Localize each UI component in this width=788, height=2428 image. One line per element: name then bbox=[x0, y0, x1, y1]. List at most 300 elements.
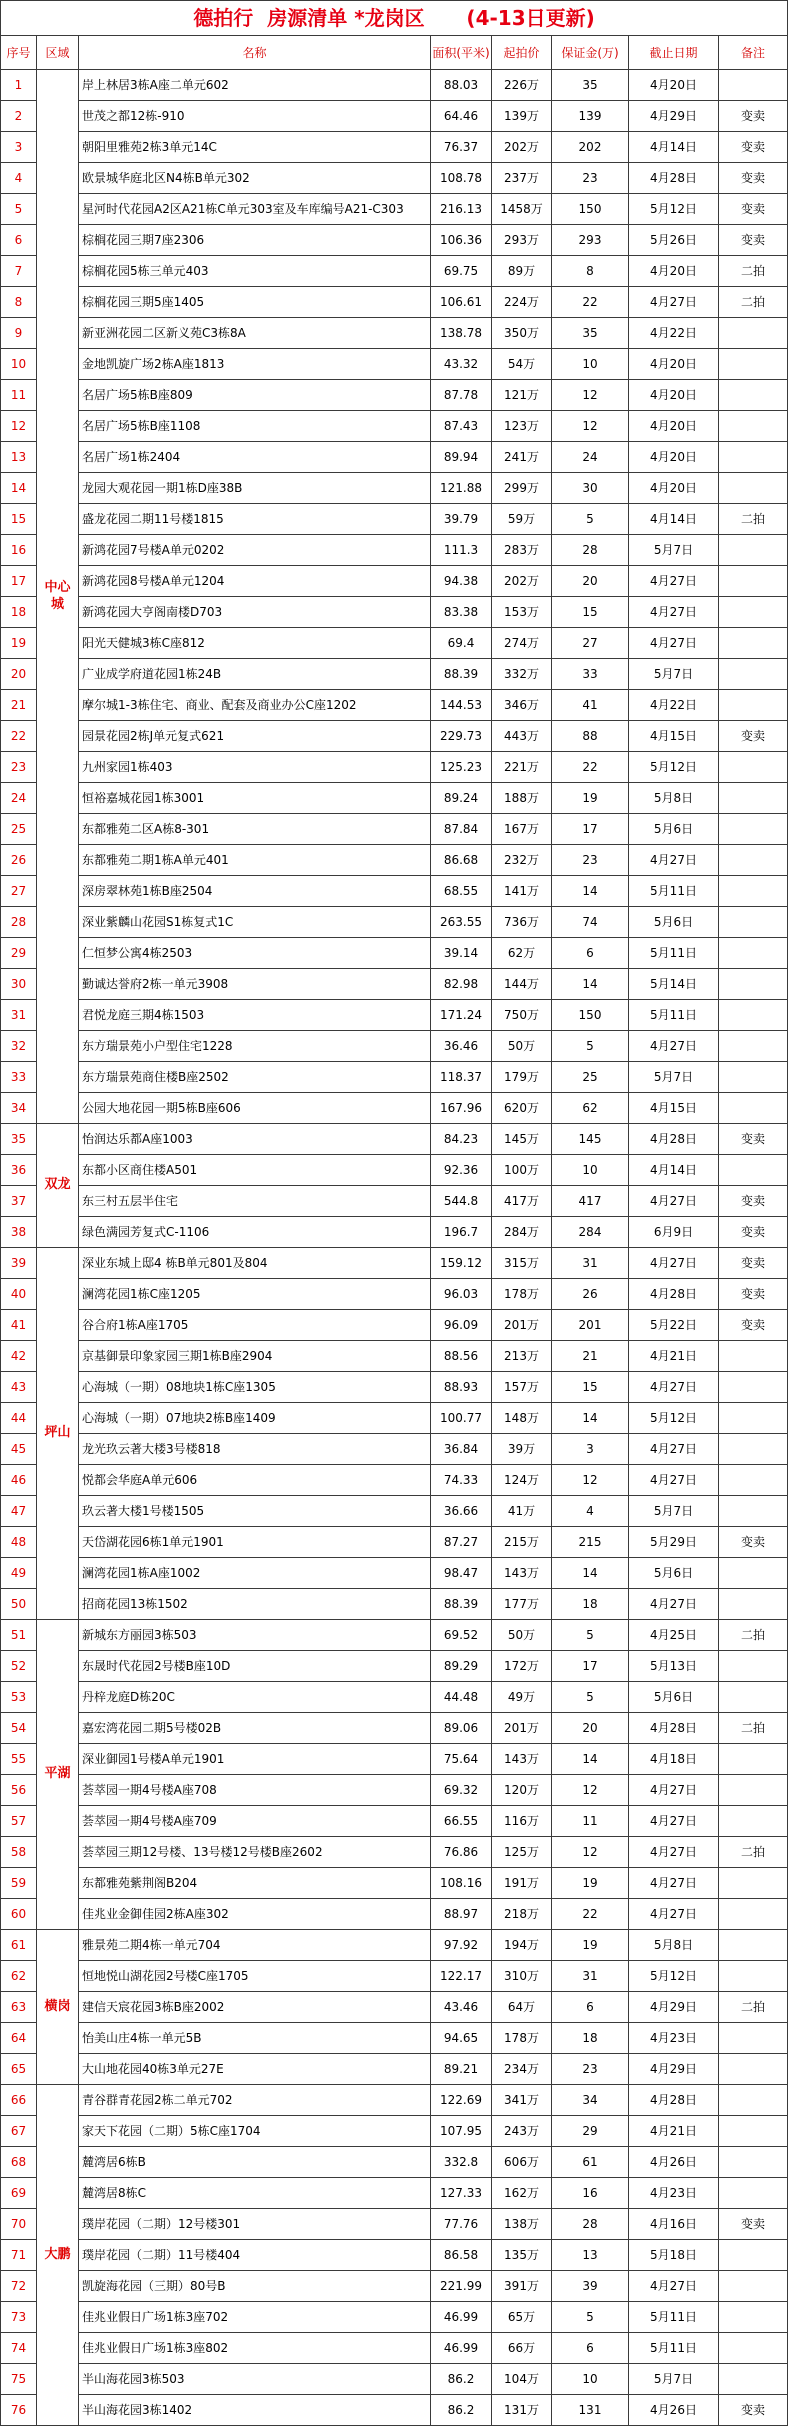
deadline-date: 5月6日 bbox=[629, 814, 719, 845]
remark: 变卖 bbox=[719, 1217, 788, 1248]
remark: 变卖 bbox=[719, 2395, 788, 2426]
starting-price: 49万 bbox=[492, 1682, 552, 1713]
area-value: 89.24 bbox=[431, 783, 492, 814]
table-row bbox=[1, 2240, 788, 2271]
row-number: 55 bbox=[1, 1744, 37, 1775]
starting-price: 232万 bbox=[492, 845, 552, 876]
property-name: 棕榈花园三期5座1405 bbox=[79, 287, 431, 318]
table-row bbox=[1, 1496, 788, 1527]
starting-price: 237万 bbox=[492, 163, 552, 194]
region-label: 双龙 bbox=[37, 1124, 79, 1248]
row-number: 24 bbox=[1, 783, 37, 814]
deposit-value: 5 bbox=[552, 504, 629, 535]
deadline-date: 5月11日 bbox=[629, 2302, 719, 2333]
property-name: 凯旋海花园（三期）80号B bbox=[79, 2271, 431, 2302]
property-name: 大山地花园40栋3单元27E bbox=[79, 2054, 431, 2085]
table-row bbox=[1, 1465, 788, 1496]
starting-price: 202万 bbox=[492, 566, 552, 597]
remark: 变卖 bbox=[719, 163, 788, 194]
remark bbox=[719, 2240, 788, 2271]
area-value: 69.75 bbox=[431, 256, 492, 287]
row-number: 62 bbox=[1, 1961, 37, 1992]
starting-price: 41万 bbox=[492, 1496, 552, 1527]
starting-price: 191万 bbox=[492, 1868, 552, 1899]
table-row bbox=[1, 1620, 788, 1651]
area-value: 171.24 bbox=[431, 1000, 492, 1031]
remark bbox=[719, 2178, 788, 2209]
table-row bbox=[1, 380, 788, 411]
starting-price: 1458万 bbox=[492, 194, 552, 225]
row-number: 23 bbox=[1, 752, 37, 783]
row-number: 35 bbox=[1, 1124, 37, 1155]
property-name: 青谷群青花园2栋二单元702 bbox=[79, 2085, 431, 2116]
deadline-date: 4月20日 bbox=[629, 380, 719, 411]
deadline-date: 5月26日 bbox=[629, 225, 719, 256]
area-value: 98.47 bbox=[431, 1558, 492, 1589]
area-value: 97.92 bbox=[431, 1930, 492, 1961]
deposit-value: 6 bbox=[552, 1992, 629, 2023]
table-row bbox=[1, 1124, 788, 1155]
table-row bbox=[1, 628, 788, 659]
table-row bbox=[1, 1248, 788, 1279]
table-row bbox=[1, 1558, 788, 1589]
row-number: 47 bbox=[1, 1496, 37, 1527]
property-name: 建信天宸花园3栋B座2002 bbox=[79, 1992, 431, 2023]
property-name: 勤诚达誉府2栋一单元3908 bbox=[79, 969, 431, 1000]
deposit-value: 12 bbox=[552, 411, 629, 442]
area-value: 94.65 bbox=[431, 2023, 492, 2054]
deposit-value: 6 bbox=[552, 938, 629, 969]
deadline-date: 4月27日 bbox=[629, 1899, 719, 1930]
remark: 变卖 bbox=[719, 2209, 788, 2240]
deposit-value: 10 bbox=[552, 1155, 629, 1186]
deposit-value: 15 bbox=[552, 597, 629, 628]
property-name: 新鸿花园大亨阁南楼D703 bbox=[79, 597, 431, 628]
area-value: 196.7 bbox=[431, 1217, 492, 1248]
row-number: 21 bbox=[1, 690, 37, 721]
deposit-value: 13 bbox=[552, 2240, 629, 2271]
deposit-value: 6 bbox=[552, 2333, 629, 2364]
deadline-date: 5月14日 bbox=[629, 969, 719, 1000]
table-row bbox=[1, 1651, 788, 1682]
property-name: 盛龙花园二期11号楼1815 bbox=[79, 504, 431, 535]
row-number: 42 bbox=[1, 1341, 37, 1372]
table-row bbox=[1, 814, 788, 845]
table-row bbox=[1, 2178, 788, 2209]
deposit-value: 26 bbox=[552, 1279, 629, 1310]
remark bbox=[719, 1403, 788, 1434]
deadline-date: 4月20日 bbox=[629, 473, 719, 504]
deadline-date: 4月27日 bbox=[629, 1372, 719, 1403]
property-name: 心海城（一期）07地块2栋B座1409 bbox=[79, 1403, 431, 1434]
area-value: 167.96 bbox=[431, 1093, 492, 1124]
remark: 二拍 bbox=[719, 504, 788, 535]
area-value: 69.52 bbox=[431, 1620, 492, 1651]
property-name: 九州家园1栋403 bbox=[79, 752, 431, 783]
property-name: 恒地悦山湖花园2号楼C座1705 bbox=[79, 1961, 431, 1992]
starting-price: 138万 bbox=[492, 2209, 552, 2240]
deposit-value: 5 bbox=[552, 1682, 629, 1713]
deposit-value: 21 bbox=[552, 1341, 629, 1372]
remark bbox=[719, 1558, 788, 1589]
remark: 变卖 bbox=[719, 194, 788, 225]
row-number: 41 bbox=[1, 1310, 37, 1341]
deadline-date: 4月25日 bbox=[629, 1620, 719, 1651]
area-value: 83.38 bbox=[431, 597, 492, 628]
property-name: 嘉宏湾花园二期5号楼02B bbox=[79, 1713, 431, 1744]
deadline-date: 5月29日 bbox=[629, 1527, 719, 1558]
starting-price: 310万 bbox=[492, 1961, 552, 1992]
area-value: 84.23 bbox=[431, 1124, 492, 1155]
deposit-value: 20 bbox=[552, 1713, 629, 1744]
header-price: 起拍价 bbox=[492, 36, 552, 70]
deposit-value: 17 bbox=[552, 1651, 629, 1682]
deadline-date: 4月27日 bbox=[629, 597, 719, 628]
area-value: 89.21 bbox=[431, 2054, 492, 2085]
row-number: 69 bbox=[1, 2178, 37, 2209]
remark bbox=[719, 876, 788, 907]
row-number: 50 bbox=[1, 1589, 37, 1620]
starting-price: 299万 bbox=[492, 473, 552, 504]
remark bbox=[719, 349, 788, 380]
deposit-value: 284 bbox=[552, 1217, 629, 1248]
property-name: 东方瑞景苑小户型住宅1228 bbox=[79, 1031, 431, 1062]
deposit-value: 201 bbox=[552, 1310, 629, 1341]
header-deadline: 截止日期 bbox=[629, 36, 719, 70]
property-name: 欧景城华庭北区N4栋B单元302 bbox=[79, 163, 431, 194]
table-row bbox=[1, 2116, 788, 2147]
property-name: 麓湾居8栋C bbox=[79, 2178, 431, 2209]
table-row bbox=[1, 1093, 788, 1124]
title-row bbox=[1, 1, 788, 36]
row-number: 38 bbox=[1, 1217, 37, 1248]
table-row bbox=[1, 1155, 788, 1186]
deadline-date: 4月29日 bbox=[629, 101, 719, 132]
remark bbox=[719, 2085, 788, 2116]
area-value: 86.2 bbox=[431, 2364, 492, 2395]
area-value: 89.29 bbox=[431, 1651, 492, 1682]
remark bbox=[719, 2302, 788, 2333]
property-name: 佳兆业金御佳园2栋A座302 bbox=[79, 1899, 431, 1930]
remark bbox=[719, 752, 788, 783]
deposit-value: 145 bbox=[552, 1124, 629, 1155]
remark bbox=[719, 535, 788, 566]
starting-price: 121万 bbox=[492, 380, 552, 411]
area-value: 125.23 bbox=[431, 752, 492, 783]
area-value: 216.13 bbox=[431, 194, 492, 225]
remark bbox=[719, 1899, 788, 1930]
area-value: 86.2 bbox=[431, 2395, 492, 2426]
remark bbox=[719, 380, 788, 411]
deposit-value: 23 bbox=[552, 2054, 629, 2085]
starting-price: 145万 bbox=[492, 1124, 552, 1155]
deposit-value: 150 bbox=[552, 1000, 629, 1031]
row-number: 14 bbox=[1, 473, 37, 504]
row-number: 17 bbox=[1, 566, 37, 597]
table-row bbox=[1, 1000, 788, 1031]
starting-price: 213万 bbox=[492, 1341, 552, 1372]
row-number: 16 bbox=[1, 535, 37, 566]
deadline-date: 4月27日 bbox=[629, 1031, 719, 1062]
row-number: 22 bbox=[1, 721, 37, 752]
area-value: 107.95 bbox=[431, 2116, 492, 2147]
remark bbox=[719, 845, 788, 876]
deposit-value: 12 bbox=[552, 1837, 629, 1868]
deadline-date: 5月11日 bbox=[629, 938, 719, 969]
row-number: 6 bbox=[1, 225, 37, 256]
area-value: 77.76 bbox=[431, 2209, 492, 2240]
remark bbox=[719, 1031, 788, 1062]
remark: 变卖 bbox=[719, 1186, 788, 1217]
property-name: 澜湾花园1栋C座1205 bbox=[79, 1279, 431, 1310]
area-value: 75.64 bbox=[431, 1744, 492, 1775]
deposit-value: 131 bbox=[552, 2395, 629, 2426]
deposit-value: 62 bbox=[552, 1093, 629, 1124]
deadline-date: 4月28日 bbox=[629, 1713, 719, 1744]
row-number: 4 bbox=[1, 163, 37, 194]
property-name: 新亚洲花园二区新义苑C3栋8A bbox=[79, 318, 431, 349]
deposit-value: 23 bbox=[552, 845, 629, 876]
starting-price: 153万 bbox=[492, 597, 552, 628]
row-number: 68 bbox=[1, 2147, 37, 2178]
area-value: 39.14 bbox=[431, 938, 492, 969]
table-row bbox=[1, 1899, 788, 1930]
row-number: 8 bbox=[1, 287, 37, 318]
deposit-value: 17 bbox=[552, 814, 629, 845]
starting-price: 125万 bbox=[492, 1837, 552, 1868]
table-row bbox=[1, 2209, 788, 2240]
remark bbox=[719, 1744, 788, 1775]
deposit-value: 20 bbox=[552, 566, 629, 597]
starting-price: 139万 bbox=[492, 101, 552, 132]
starting-price: 332万 bbox=[492, 659, 552, 690]
remark bbox=[719, 2023, 788, 2054]
starting-price: 350万 bbox=[492, 318, 552, 349]
starting-price: 62万 bbox=[492, 938, 552, 969]
starting-price: 620万 bbox=[492, 1093, 552, 1124]
remark bbox=[719, 1930, 788, 1961]
remark bbox=[719, 628, 788, 659]
remark bbox=[719, 566, 788, 597]
deposit-value: 8 bbox=[552, 256, 629, 287]
property-name: 澜湾花园1栋A座1002 bbox=[79, 1558, 431, 1589]
remark bbox=[719, 938, 788, 969]
area-value: 87.43 bbox=[431, 411, 492, 442]
row-number: 64 bbox=[1, 2023, 37, 2054]
remark: 二拍 bbox=[719, 1992, 788, 2023]
area-value: 74.33 bbox=[431, 1465, 492, 1496]
property-name: 恒裕嘉城花园1栋3001 bbox=[79, 783, 431, 814]
deadline-date: 4月27日 bbox=[629, 1806, 719, 1837]
starting-price: 243万 bbox=[492, 2116, 552, 2147]
table-row bbox=[1, 1868, 788, 1899]
area-value: 88.39 bbox=[431, 1589, 492, 1620]
table-row bbox=[1, 1372, 788, 1403]
starting-price: 194万 bbox=[492, 1930, 552, 1961]
property-name: 朝阳里雅苑2栋3单元14C bbox=[79, 132, 431, 163]
property-name: 新鸿花园8号楼A单元1204 bbox=[79, 566, 431, 597]
remark bbox=[719, 907, 788, 938]
deadline-date: 4月28日 bbox=[629, 163, 719, 194]
starting-price: 391万 bbox=[492, 2271, 552, 2302]
table-row bbox=[1, 442, 788, 473]
table-row bbox=[1, 783, 788, 814]
area-value: 263.55 bbox=[431, 907, 492, 938]
row-number: 27 bbox=[1, 876, 37, 907]
region-label: 中心城 bbox=[37, 70, 79, 1124]
property-name: 棕榈花园5栋三单元403 bbox=[79, 256, 431, 287]
starting-price: 124万 bbox=[492, 1465, 552, 1496]
starting-price: 218万 bbox=[492, 1899, 552, 1930]
deadline-date: 5月13日 bbox=[629, 1651, 719, 1682]
area-value: 106.61 bbox=[431, 287, 492, 318]
property-name: 谷合府1栋A座1705 bbox=[79, 1310, 431, 1341]
region-label: 平湖 bbox=[37, 1620, 79, 1930]
remark: 变卖 bbox=[719, 1310, 788, 1341]
row-number: 7 bbox=[1, 256, 37, 287]
remark: 二拍 bbox=[719, 1620, 788, 1651]
row-number: 1 bbox=[1, 70, 37, 101]
starting-price: 284万 bbox=[492, 1217, 552, 1248]
deadline-date: 4月26日 bbox=[629, 2147, 719, 2178]
area-value: 89.06 bbox=[431, 1713, 492, 1744]
table-row bbox=[1, 2054, 788, 2085]
starting-price: 162万 bbox=[492, 2178, 552, 2209]
deposit-value: 10 bbox=[552, 2364, 629, 2395]
row-number: 76 bbox=[1, 2395, 37, 2426]
deposit-value: 28 bbox=[552, 2209, 629, 2240]
table-row bbox=[1, 721, 788, 752]
property-name: 龙光玖云著大楼3号楼818 bbox=[79, 1434, 431, 1465]
deposit-value: 3 bbox=[552, 1434, 629, 1465]
region-label: 横岗 bbox=[37, 1930, 79, 2085]
property-name: 深房翠林苑1栋B座2504 bbox=[79, 876, 431, 907]
table-row bbox=[1, 1837, 788, 1868]
row-number: 39 bbox=[1, 1248, 37, 1279]
starting-price: 50万 bbox=[492, 1031, 552, 1062]
row-number: 40 bbox=[1, 1279, 37, 1310]
region-label: 坪山 bbox=[37, 1248, 79, 1620]
area-value: 88.97 bbox=[431, 1899, 492, 1930]
remark bbox=[719, 70, 788, 101]
deposit-value: 28 bbox=[552, 535, 629, 566]
area-value: 88.93 bbox=[431, 1372, 492, 1403]
table-row bbox=[1, 163, 788, 194]
table-row bbox=[1, 504, 788, 535]
row-number: 30 bbox=[1, 969, 37, 1000]
starting-price: 341万 bbox=[492, 2085, 552, 2116]
property-name: 荟萃园三期12号楼、13号楼12号楼B座2602 bbox=[79, 1837, 431, 1868]
area-value: 88.03 bbox=[431, 70, 492, 101]
starting-price: 417万 bbox=[492, 1186, 552, 1217]
deadline-date: 4月27日 bbox=[629, 566, 719, 597]
remark bbox=[719, 2364, 788, 2395]
deposit-value: 25 bbox=[552, 1062, 629, 1093]
starting-price: 65万 bbox=[492, 2302, 552, 2333]
table-row bbox=[1, 969, 788, 1000]
row-number: 46 bbox=[1, 1465, 37, 1496]
remark bbox=[719, 1651, 788, 1682]
row-number: 65 bbox=[1, 2054, 37, 2085]
starting-price: 54万 bbox=[492, 349, 552, 380]
property-name: 悦都会华庭A单元606 bbox=[79, 1465, 431, 1496]
header-row bbox=[1, 36, 788, 70]
property-name: 绿色满园芳复式C-1106 bbox=[79, 1217, 431, 1248]
row-number: 58 bbox=[1, 1837, 37, 1868]
remark bbox=[719, 1062, 788, 1093]
starting-price: 144万 bbox=[492, 969, 552, 1000]
remark bbox=[719, 1496, 788, 1527]
remark bbox=[719, 442, 788, 473]
area-value: 332.8 bbox=[431, 2147, 492, 2178]
area-value: 87.84 bbox=[431, 814, 492, 845]
row-number: 11 bbox=[1, 380, 37, 411]
remark: 变卖 bbox=[719, 1279, 788, 1310]
area-value: 122.69 bbox=[431, 2085, 492, 2116]
area-value: 96.09 bbox=[431, 1310, 492, 1341]
deposit-value: 16 bbox=[552, 2178, 629, 2209]
row-number: 26 bbox=[1, 845, 37, 876]
starting-price: 141万 bbox=[492, 876, 552, 907]
deposit-value: 22 bbox=[552, 1899, 629, 1930]
deposit-value: 293 bbox=[552, 225, 629, 256]
deadline-date: 4月21日 bbox=[629, 2116, 719, 2147]
deadline-date: 4月27日 bbox=[629, 1868, 719, 1899]
starting-price: 178万 bbox=[492, 1279, 552, 1310]
deadline-date: 5月12日 bbox=[629, 1403, 719, 1434]
starting-price: 750万 bbox=[492, 1000, 552, 1031]
header-no: 序号 bbox=[1, 36, 37, 70]
row-number: 29 bbox=[1, 938, 37, 969]
starting-price: 201万 bbox=[492, 1310, 552, 1341]
table-row bbox=[1, 1682, 788, 1713]
row-number: 10 bbox=[1, 349, 37, 380]
area-value: 36.66 bbox=[431, 1496, 492, 1527]
deposit-value: 5 bbox=[552, 1031, 629, 1062]
starting-price: 736万 bbox=[492, 907, 552, 938]
remark: 变卖 bbox=[719, 721, 788, 752]
deposit-value: 22 bbox=[552, 752, 629, 783]
area-value: 39.79 bbox=[431, 504, 492, 535]
area-value: 69.32 bbox=[431, 1775, 492, 1806]
starting-price: 100万 bbox=[492, 1155, 552, 1186]
deposit-value: 34 bbox=[552, 2085, 629, 2116]
area-value: 43.32 bbox=[431, 349, 492, 380]
remark bbox=[719, 1682, 788, 1713]
row-number: 36 bbox=[1, 1155, 37, 1186]
deposit-value: 27 bbox=[552, 628, 629, 659]
remark: 变卖 bbox=[719, 225, 788, 256]
area-value: 118.37 bbox=[431, 1062, 492, 1093]
starting-price: 293万 bbox=[492, 225, 552, 256]
row-number: 3 bbox=[1, 132, 37, 163]
row-number: 75 bbox=[1, 2364, 37, 2395]
deadline-date: 5月12日 bbox=[629, 194, 719, 225]
property-name: 雅景苑二期4栋一单元704 bbox=[79, 1930, 431, 1961]
deposit-value: 19 bbox=[552, 1930, 629, 1961]
starting-price: 143万 bbox=[492, 1558, 552, 1589]
property-name: 名居广场5栋B座809 bbox=[79, 380, 431, 411]
deadline-date: 4月20日 bbox=[629, 411, 719, 442]
area-value: 76.37 bbox=[431, 132, 492, 163]
area-value: 138.78 bbox=[431, 318, 492, 349]
deposit-value: 5 bbox=[552, 1620, 629, 1651]
deposit-value: 15 bbox=[552, 1372, 629, 1403]
row-number: 74 bbox=[1, 2333, 37, 2364]
row-number: 66 bbox=[1, 2085, 37, 2116]
area-value: 36.46 bbox=[431, 1031, 492, 1062]
table-row bbox=[1, 1279, 788, 1310]
